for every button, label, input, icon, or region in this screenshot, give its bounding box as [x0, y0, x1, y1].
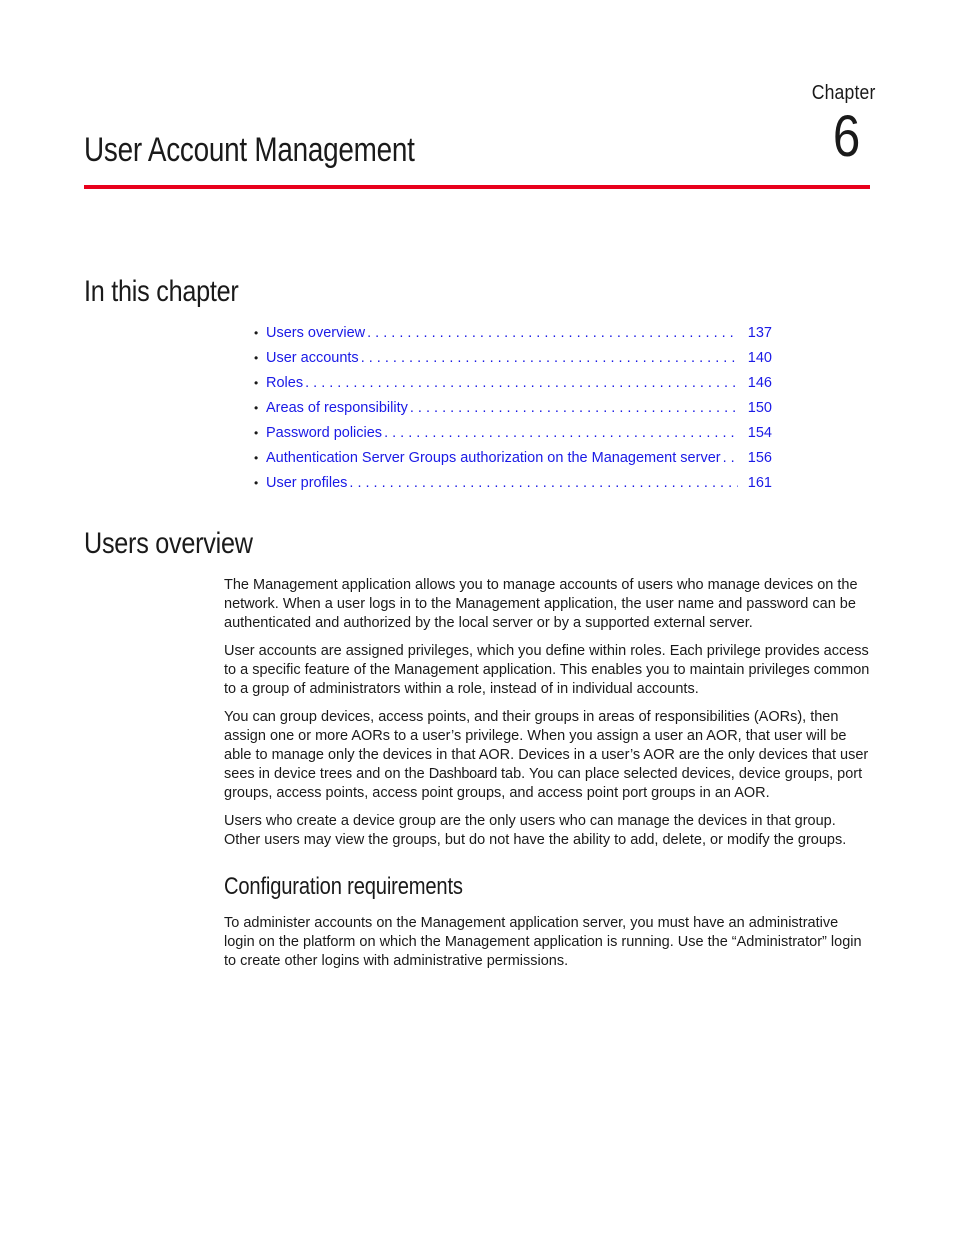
toc-item[interactable]: [254, 445, 772, 470]
toc-page-number[interactable]: 156: [747, 449, 772, 466]
toc-leader-dots: [367, 325, 738, 341]
bullet-icon: •: [254, 400, 259, 415]
toc-leader-dots: [410, 400, 738, 416]
paragraph-text: tab. You can place selected devices, device groups, port groups, access points, access point groups, and access point port groups in an AOR.: [224, 766, 863, 801]
toc-page-number[interactable]: 146: [747, 374, 772, 391]
paragraph: User accounts are assigned privileges, which you define within roles. Each privilege provides access to a specific feature of the Management application. This enables you to maintain privileges common to a group of administrators within a role, instead of in individual accounts.: [224, 643, 870, 697]
paragraph: The Management application allows you to manage accounts of users who manage devices on the network. When a user logs in to the Management application, the user name and password can be authenticated and authorized by the local server or by a supported external server.: [224, 577, 858, 631]
chapter-label: Chapter: [812, 82, 876, 104]
toc-link[interactable]: Areas of responsibility: [266, 399, 408, 416]
in-this-chapter-heading: In this chapter: [84, 275, 239, 308]
toc-leader-dots: [349, 475, 738, 491]
paragraph: To administer accounts on the Management application server, you must have an administrative login on the platform on which the Management application is running. Use the “Administrator” login to create other logins with administrative permissions.: [224, 915, 862, 969]
chapter-title: User Account Management: [84, 131, 415, 169]
configuration-requirements-heading: Configuration requirements: [224, 873, 463, 900]
chapter-number: 6: [832, 104, 860, 169]
toc-leader-dots: [723, 450, 738, 466]
toc-link[interactable]: Authentication Server Groups authorization on the Management server: [266, 449, 721, 466]
paragraph: [224, 708, 872, 803]
bullet-icon: •: [254, 325, 259, 340]
bullet-icon: •: [254, 425, 259, 440]
toc-page-number[interactable]: 150: [747, 399, 772, 416]
dashboard-tab-term: Dashboard: [428, 766, 497, 782]
toc-item[interactable]: [254, 345, 772, 370]
users-overview-body: [224, 576, 872, 859]
toc-link[interactable]: Roles: [266, 374, 304, 391]
bullet-icon: •: [254, 475, 259, 490]
toc-item[interactable]: [254, 420, 772, 445]
toc-page-number[interactable]: 137: [747, 324, 772, 341]
toc-item[interactable]: [254, 470, 772, 495]
toc-link[interactable]: Users overview: [266, 324, 366, 341]
toc-item[interactable]: [254, 320, 772, 345]
chapter-title-rule: [84, 185, 870, 189]
toc-leader-dots: [305, 375, 738, 391]
paragraph: Users who create a device group are the only users who can manage the devices in that group. Other users may view the groups, but do not have the ability to add, delete, or modify the groups.: [224, 813, 847, 848]
toc-item[interactable]: [254, 370, 772, 395]
toc-leader-dots: [361, 350, 738, 366]
toc-item[interactable]: [254, 395, 772, 420]
configuration-requirements-body: [224, 914, 872, 980]
bullet-icon: •: [254, 375, 259, 390]
users-overview-heading: Users overview: [84, 527, 253, 560]
toc-page-number[interactable]: 140: [747, 349, 772, 366]
toc-leader-dots: [384, 425, 738, 441]
toc-link[interactable]: User profiles: [266, 474, 348, 491]
paragraph-text: You can group devices, access points, and their groups in areas of responsibilities (AORs), then assign one or more AORs to a user’s privilege. When you assign a user an AOR, that user will be able to manage only the devices in that AOR. Devices in a user’s AOR are the only devices that user sees in device trees and on the: [224, 709, 869, 782]
bullet-icon: •: [254, 450, 259, 465]
toc-page-number[interactable]: 161: [747, 474, 772, 491]
toc-page-number[interactable]: 154: [747, 424, 772, 441]
bullet-icon: •: [254, 350, 259, 365]
toc-link[interactable]: User accounts: [266, 349, 359, 366]
toc-link[interactable]: Password policies: [266, 424, 383, 441]
chapter-toc: [254, 320, 772, 495]
